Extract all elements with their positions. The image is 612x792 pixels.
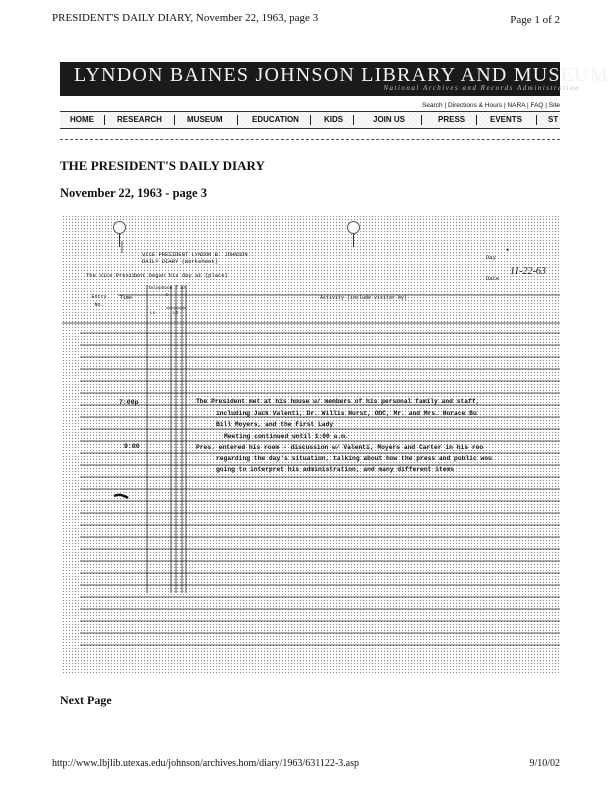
banner-title: LYNDON BAINES JOHNSON LIBRARY AND MUSEUM <box>74 64 609 86</box>
library-banner[interactable] <box>60 62 609 96</box>
nav-kids[interactable]: KIDS <box>324 115 344 124</box>
date-value: 11-22-63 <box>510 266 546 277</box>
nav-join-us[interactable]: JOIN US <box>373 115 406 124</box>
column-time: Time <box>120 295 133 301</box>
page-title: THE PRESIDENT'S DAILY DIARY <box>60 158 265 173</box>
nav-separator <box>476 115 477 125</box>
main-nav <box>60 111 560 129</box>
directions-hours-link[interactable]: Directions & Hours <box>447 102 503 109</box>
entry-time: 7:00p <box>119 399 139 406</box>
print-page-count: Page 1 of 2 <box>510 14 560 26</box>
page-subtitle: November 22, 1963 - page 3 <box>60 186 207 200</box>
diary-began-day: The Vice President began his day at (place) <box>86 272 228 279</box>
nav-museum[interactable]: MUSEUM <box>187 115 223 124</box>
entry-text: regarding the day's situation, talking about how the press and public wou <box>216 455 492 462</box>
diary-header-line1: VICE PRESIDENT LYNDON B. JOHNSON <box>142 251 248 258</box>
faq-link[interactable]: FAQ <box>530 102 544 109</box>
date-label: Date <box>486 275 500 282</box>
nav-press[interactable]: PRESS <box>438 115 466 124</box>
nav-education[interactable]: EDUCATION <box>252 115 299 124</box>
print-header-title: PRESIDENT'S DAILY DIARY, November 22, 1963, page 3 <box>52 12 319 24</box>
site-link[interactable]: Site <box>548 102 560 109</box>
nav-events[interactable]: EVENTS <box>490 115 523 124</box>
entry-time: 9:00 <box>124 443 140 450</box>
diary-header-line2: DAILY DIARY (Worksheet) <box>142 258 218 265</box>
entry-text: going to interpret his administration, and many different items <box>216 466 455 473</box>
entry-text: The President met at his house w/ members of his personal family and staff, <box>196 398 480 405</box>
entry-text: Meeting continued until 1:00 a.m. <box>224 433 349 440</box>
entry-text: including Jack Valenti, Dr. Willis Hurst, OOC, Mr. and Mrs. Horace Bu <box>216 410 477 417</box>
nav-separator <box>237 115 238 125</box>
nav-separator <box>353 115 354 125</box>
footer-date: 9/10/02 <box>529 758 560 769</box>
column-activity: Activity (include visitor by) <box>320 295 408 301</box>
utility-links: Search | Directions & Hours | NARA | FAQ | Site <box>422 102 560 109</box>
nav-separator <box>536 115 537 125</box>
nav-separator <box>174 115 175 125</box>
nav-separator <box>104 115 105 125</box>
column-ld: LD <box>173 311 179 316</box>
diary-scan-image <box>62 215 560 673</box>
column-lo: Lo <box>150 311 156 316</box>
day-value: • <box>506 245 510 255</box>
nav-separator <box>421 115 422 125</box>
entry-text: Pres. entered his room - discussion w/ Valenti, Moyers and Carter in his roo <box>196 444 484 451</box>
search-link[interactable]: Search <box>422 102 443 109</box>
column-telephone: Telephone f or t <box>148 286 186 298</box>
entry-text: Bill Moyers, and the First Lady <box>216 421 334 428</box>
nav-truncated[interactable]: ST <box>548 115 559 124</box>
nav-research[interactable]: RESEARCH <box>117 115 162 124</box>
footer-url: http://www.lbjlib.utexas.edu/johnson/archives.hom/diary/1963/631122-3.asp <box>52 758 359 769</box>
column-entry-no: Entry No. <box>91 294 107 308</box>
header-divider <box>60 139 560 140</box>
nav-separator <box>310 115 311 125</box>
day-label: Day <box>486 254 496 261</box>
nav-home[interactable]: HOME <box>70 115 94 124</box>
next-page-link[interactable]: Next Page <box>60 693 112 707</box>
nara-link[interactable]: NARA <box>507 102 526 109</box>
banner-subtitle: National Archives and Records Administration <box>383 84 580 92</box>
